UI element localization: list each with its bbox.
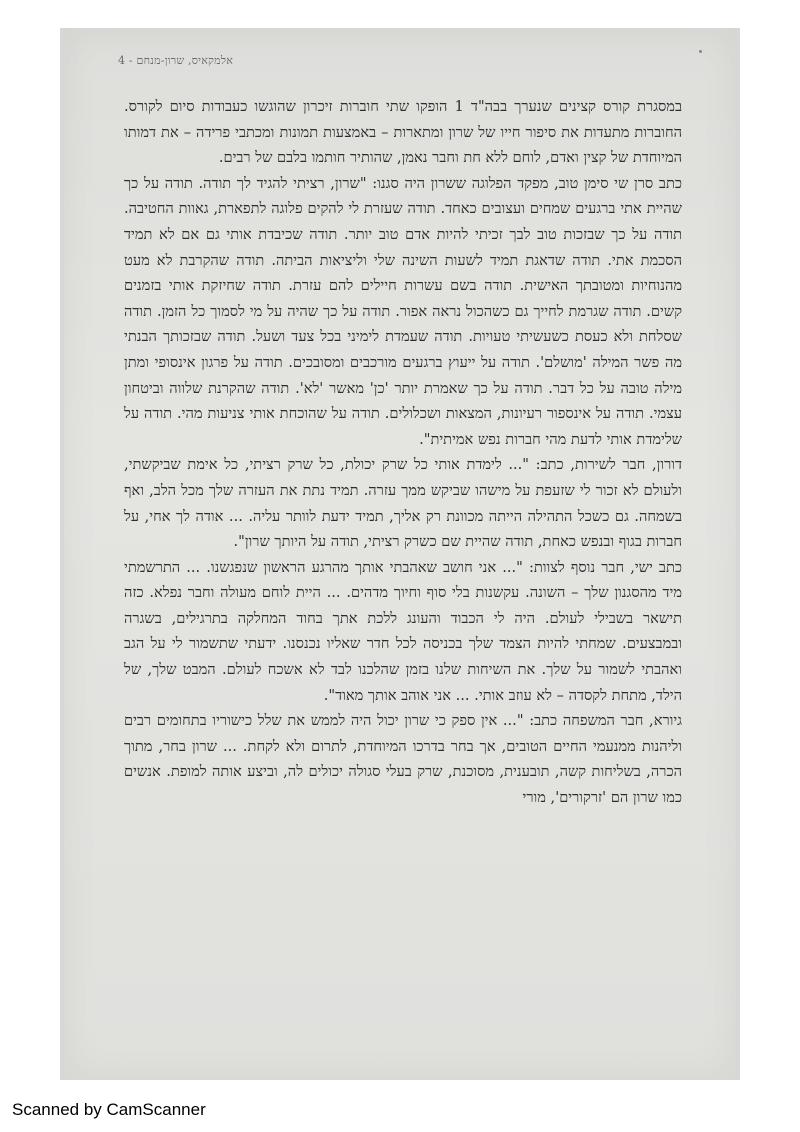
body-text	[124, 94, 682, 811]
page-corner-mark	[699, 50, 702, 53]
scanned-page-area	[60, 28, 740, 1080]
paragraph-doron-letter: דורון, חבר לשירות, כתב: "... לימדת אותי כל שרק יכולת, כל שרק רציתי, כל אימת שביקשתי, ולעולם לא זכור לי שזעפת על מישהו שביקש ממך עזרה. תמיד נתת את העזרה שלך מכל הלב, ואף בשמחה. גם כשכל התהילה הייתה מכוונת רק אליך, תמיד ידעת לוותר עליה. ... אודה לך אחי, על חברות בגוף ובנפש כאחת, תודה שהיית שם כשרק רציתי, תודה על היותך שרון".	[124, 456, 682, 551]
paragraph-course-booklets: במסגרת קורס קצינים שנערך בבה"ד 1 הופקו שתי חוברות זיכרון שהוגשו כעבודות סיום לקורס. החוברות מתעדות את סיפור חייו של שרון ומתארות – באמצעות תמונות ומכתבי פרידה – את דמותו המיוחדת של קצין ואדם, לוחם ללא חת וחבר נאמן, שהותיר חותמו בלבם של רבים.	[124, 98, 682, 167]
paper-sheet	[64, 28, 736, 1080]
running-header: אלמקאיס, שרון-מנחם - 4	[118, 54, 234, 67]
paragraph-captain-letter: כתב סרן שי סימן טוב, מפקד הפלוגה ששרון היה סגנו: "שרון, רציתי להגיד לך תודה. תודה על כך שהיית אתי ברגעים שמחים ועצובים כאחד. תודה שעזרת לי להקים פלוגה לתפארת, גאוות החטיבה. תודה על כך שבזכות טוב לבך זכיתי להיות אדם טוב יותר. תודה שכיבדת אותי גם אם לא תמיד הסכמת אתי. תודה שדאגת תמיד לשעות השינה שלי וליציאות הביתה. תודה שהקרבת לא מעט מהנוחיות ומטובתך האישית. תודה בשם עשרות חיילים להם עזרת. תודה שחיזקת אותי בזמנים קשים. תודה שגרמת לחייך גם כשהכול נראה אפור. תודה על כך שהיה על מי לסמוך כל הזמן. תודה שסלחת ולא כעסת כשעשיתי טעויות. תודה שעמדת לימיני בכל צעד ושעל. תודה שבזכותך הבנתי מה פשר המילה 'מושלם'. תודה על ייעוץ ברגעים מורכבים ומסובכים. תודה על פרגון אינסופי ומתן מילה טובה על כל דבר. תודה על כך שאמרת יותר 'כן' מאשר 'לא'. תודה שהקרנת שלווה וביטחון עצמי. תודה על אינספור רעיונות, המצאות ושכלולים. תודה על שהוכחת אותי צניעות מהי. תודה על שלימדת אותי לדעת מהי חברות נפש אמיתית".	[124, 174, 682, 448]
paragraph-giora-letter: גיורא, חבר המשפחה כתב: "... אין ספק כי שרון יכול היה לממש את שלל כישוריו בתחומים רבים וליהנות ממנעמי החיים הטובים, אך בחר בדרכו המיוחדת, לתרום ולא לקחת. ... שרון בחר, מתוך הכרה, בשליחות קשה, תובענית, מסוכנת, שרק בעלי סגולה יכולים לה, וביצע אותה למופת. אנשים כמו שרון הם 'זרקורים', מורי	[124, 712, 682, 807]
paragraph-yishai-letter: כתב ישי, חבר נוסף לצוות: "... אני חושב שאהבתי אותך מהרגע הראשון שנפגשנו. ... התרשמתי מיד מהסגנון שלך – השונה. עקשנות בלי סוף וחיוך מדהים. ... היית לוחם מעולה וחבר נפלא. כזה תישאר בשבילי לעולם. היה לי הכבוד והעונג ללכת אתך בחוד המחלקה בתרגילים, בשגרה ובמבצעים. שמחתי להיות הצמד שלך בכניסה לכל חדר שאליו נכנסנו. ידעתי שתשמור לי על הגב ואהבתי לשמור על שלך. את השיחות שלנו בזמן שהלכנו לבד לא אשכח לעולם. המבט שלך, של הילד, מתחת לקסדה – לא עוזב אותי. ... אני אוהב אותך מאוד".	[124, 558, 682, 704]
scanner-watermark: Scanned by CamScanner	[12, 1100, 206, 1119]
